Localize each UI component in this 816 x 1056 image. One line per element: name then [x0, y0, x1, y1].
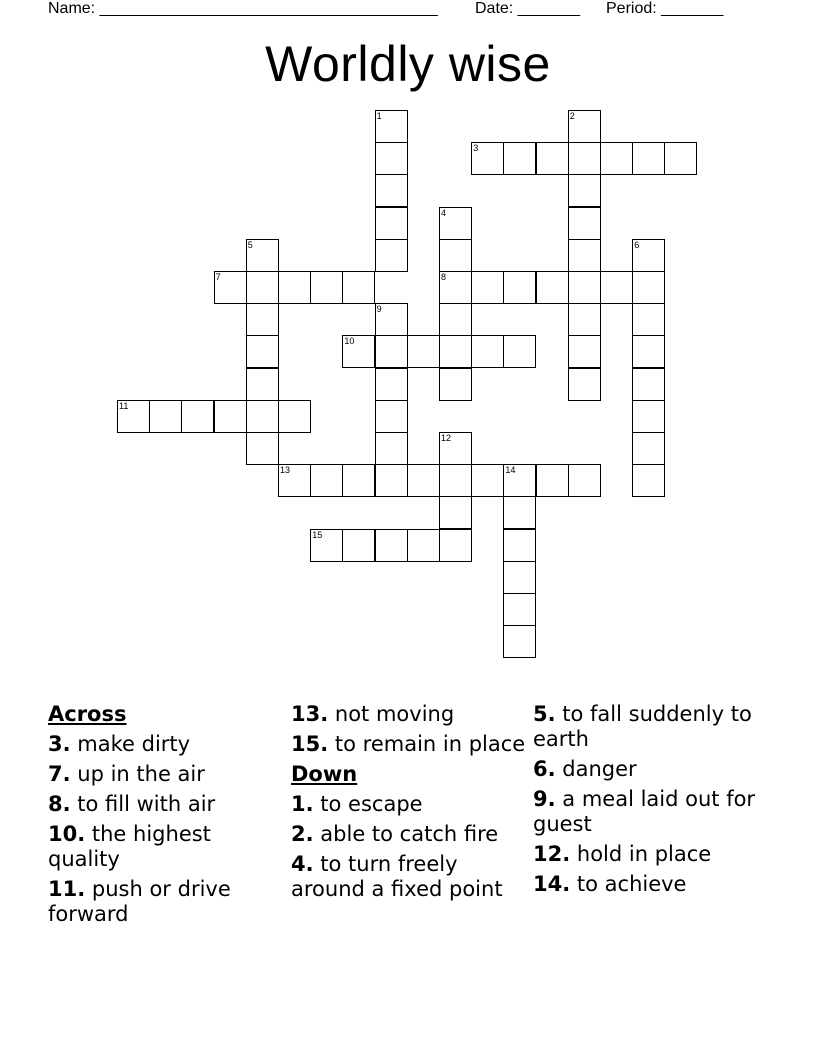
grid-cell[interactable]: [149, 400, 182, 433]
grid-cell[interactable]: [503, 271, 536, 304]
grid-cell[interactable]: [310, 271, 343, 304]
puzzle-title: Worldly wise: [265, 36, 551, 92]
grid-cell[interactable]: [471, 335, 504, 368]
grid-cell[interactable]: [342, 464, 375, 497]
cell-number: 6: [634, 239, 640, 250]
grid-cell[interactable]: [503, 529, 536, 562]
grid-cell[interactable]: [439, 303, 472, 336]
grid-cell[interactable]: [117, 400, 150, 433]
grid-cell[interactable]: [278, 271, 311, 304]
grid-cell[interactable]: [632, 464, 665, 497]
grid-cell[interactable]: [375, 368, 408, 401]
grid-cell[interactable]: [278, 400, 311, 433]
grid-cell[interactable]: [407, 335, 440, 368]
clue-across-10: 10. the highest quality: [48, 822, 211, 871]
clue-across-15: 15. to remain in place: [291, 732, 526, 756]
grid-cell[interactable]: [632, 142, 665, 175]
grid-cell[interactable]: [568, 464, 601, 497]
grid-cell[interactable]: [503, 335, 536, 368]
grid-cell[interactable]: [568, 335, 601, 368]
clue-down-6: 6. danger: [533, 757, 637, 781]
clues-column-3: [533, 702, 769, 902]
clue-down-2: 2. able to catch fire: [291, 822, 499, 846]
grid-cell[interactable]: [439, 335, 472, 368]
cell-number: 4: [441, 207, 447, 218]
clue-down-14: 14. to achieve: [533, 872, 687, 896]
grid-cell[interactable]: [536, 271, 569, 304]
grid-cell[interactable]: [568, 110, 601, 143]
cell-number: 14: [505, 465, 516, 476]
clue-across-7: 7. up in the air: [48, 762, 205, 786]
grid-cell[interactable]: [246, 368, 279, 401]
clue-across-11: 11. push or drive forward: [48, 877, 231, 926]
grid-cell[interactable]: [632, 303, 665, 336]
grid-cell[interactable]: [503, 142, 536, 175]
cell-number: 2: [569, 111, 575, 121]
down-heading: Down: [291, 762, 358, 786]
cell-number: 1: [376, 111, 382, 121]
clue-across-3: 3. make dirty: [48, 732, 191, 756]
name-field-label: Name: ______________________________________: [48, 0, 438, 17]
grid-cell[interactable]: [375, 110, 408, 143]
grid-cell[interactable]: [439, 529, 472, 562]
grid-cell[interactable]: [342, 271, 375, 304]
grid-cell[interactable]: [246, 400, 279, 433]
clues-column-2: [291, 702, 527, 907]
clue-across-8: 8. to fill with air: [48, 792, 216, 816]
grid-cell[interactable]: [503, 464, 536, 497]
grid-cell[interactable]: [246, 335, 279, 368]
grid-cell[interactable]: [342, 529, 375, 562]
cell-number: 3: [473, 143, 479, 154]
grid-cell[interactable]: [278, 464, 311, 497]
grid-cell[interactable]: [568, 239, 601, 272]
grid-cell[interactable]: [632, 271, 665, 304]
grid-cell[interactable]: [310, 464, 343, 497]
grid-cell[interactable]: [246, 303, 279, 336]
clue-down-5: 5. to fall suddenly to earth: [533, 702, 752, 751]
grid-cell[interactable]: [246, 271, 279, 304]
grid-cell[interactable]: [536, 142, 569, 175]
grid-cell[interactable]: [375, 432, 408, 465]
grid-cell[interactable]: [568, 142, 601, 175]
grid-cell[interactable]: [439, 271, 472, 304]
grid-cell[interactable]: [375, 400, 408, 433]
grid-cell[interactable]: [375, 207, 408, 240]
date-field-label: Date: _______: [475, 0, 580, 17]
clues-column-1: [48, 702, 284, 932]
grid-cell[interactable]: [600, 142, 633, 175]
grid-cell[interactable]: [342, 335, 375, 368]
grid-cell[interactable]: [407, 464, 440, 497]
grid-cell[interactable]: [375, 174, 408, 207]
cell-number: 8: [441, 272, 447, 282]
clue-down-9: 9. a meal laid out for guest: [533, 787, 756, 836]
grid-cell[interactable]: [664, 142, 697, 175]
grid-cell[interactable]: [503, 496, 536, 529]
grid-cell[interactable]: [214, 271, 247, 304]
grid-cell[interactable]: [407, 529, 440, 562]
grid-cell[interactable]: [632, 335, 665, 368]
grid-cell[interactable]: [375, 303, 408, 336]
grid-cell[interactable]: [439, 496, 472, 529]
cell-number: 12: [441, 433, 452, 443]
grid-cell[interactable]: [214, 400, 247, 433]
grid-cell[interactable]: [471, 464, 504, 497]
grid-cell[interactable]: [536, 464, 569, 497]
cell-number: 13: [280, 465, 291, 476]
grid-cell[interactable]: [503, 593, 536, 626]
clue-down-4: 4. to turn freely around a fixed point: [291, 852, 503, 901]
grid-cell[interactable]: [246, 432, 279, 465]
cell-number: 9: [376, 304, 382, 315]
grid-cell[interactable]: [632, 368, 665, 401]
grid-cell[interactable]: [375, 464, 408, 497]
clue-across-13: 13. not moving: [291, 702, 455, 726]
grid-cell[interactable]: [439, 368, 472, 401]
grid-cell[interactable]: [375, 142, 408, 175]
cell-number: 7: [215, 272, 221, 282]
grid-cell[interactable]: [375, 239, 408, 272]
grid-cell[interactable]: [503, 561, 536, 594]
clue-down-12: 12. hold in place: [533, 842, 712, 866]
grid-cell[interactable]: [568, 303, 601, 336]
cell-number: 11: [119, 400, 129, 411]
grid-cell[interactable]: [471, 271, 504, 304]
grid-cell[interactable]: [181, 400, 214, 433]
grid-cell[interactable]: [439, 207, 472, 240]
grid-cell[interactable]: [632, 400, 665, 433]
grid-cell[interactable]: [439, 239, 472, 272]
across-heading: Across: [48, 702, 127, 726]
clue-down-1: 1. to escape: [291, 792, 423, 816]
grid-cell[interactable]: [310, 529, 343, 562]
grid-cell[interactable]: [632, 432, 665, 465]
cell-number: 5: [247, 239, 253, 250]
grid-cell[interactable]: [375, 335, 408, 368]
grid-cell[interactable]: [600, 271, 633, 304]
grid-cell[interactable]: [375, 529, 408, 562]
grid-cell[interactable]: [632, 239, 665, 272]
grid-cell[interactable]: [471, 142, 504, 175]
cell-number: 10: [344, 336, 355, 347]
cell-number: 15: [312, 529, 323, 540]
period-field-label: Period: _______: [606, 0, 724, 17]
grid-cell[interactable]: [568, 271, 601, 304]
grid-cell[interactable]: [568, 174, 601, 207]
grid-cell[interactable]: [246, 239, 279, 272]
grid-cell[interactable]: [503, 625, 536, 658]
grid-cell[interactable]: [568, 207, 601, 240]
grid-cell[interactable]: [439, 464, 472, 497]
grid-cell[interactable]: [439, 432, 472, 465]
grid-cell[interactable]: [568, 368, 601, 401]
